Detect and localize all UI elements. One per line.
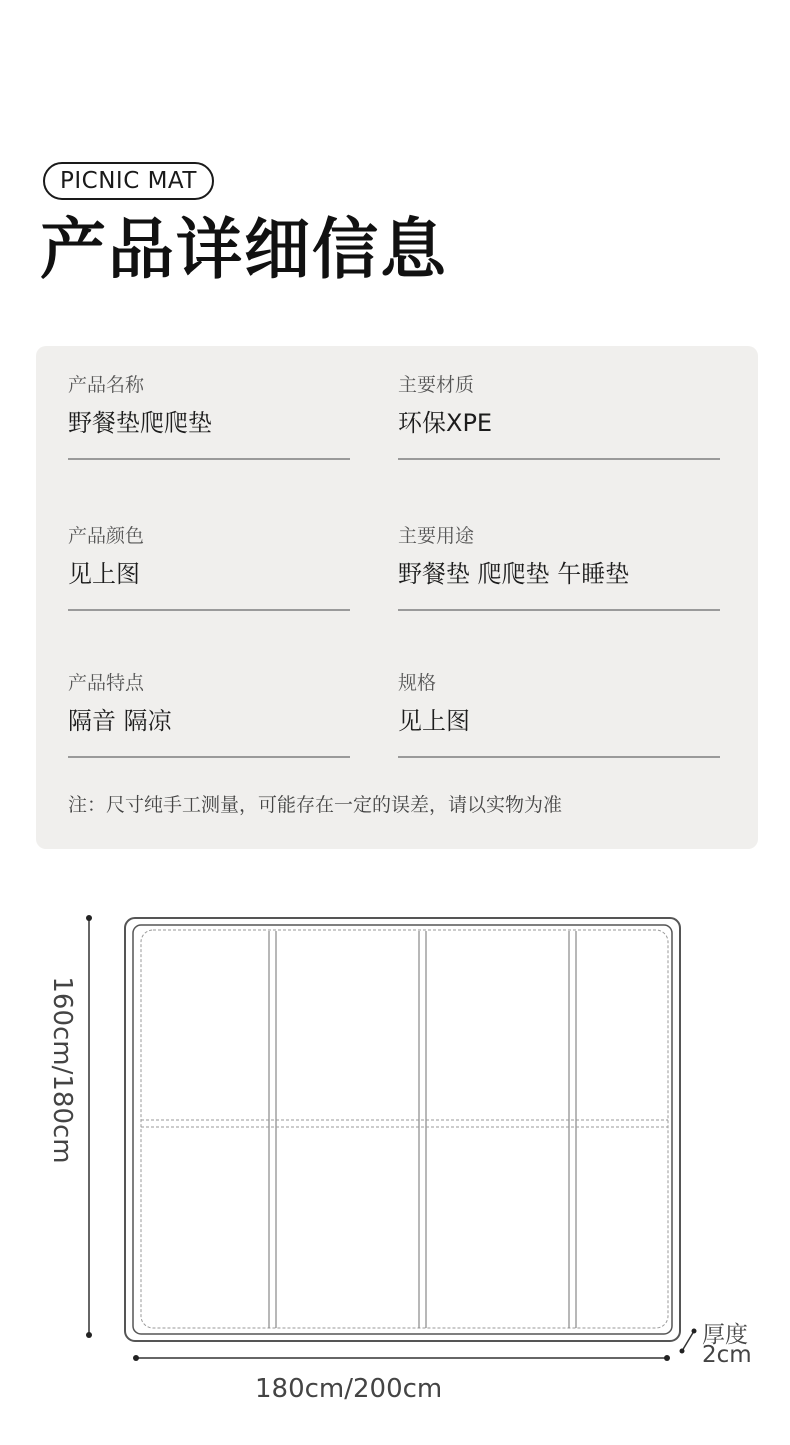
thickness-pointer: [682, 1331, 694, 1351]
dimension-dot: [664, 1355, 670, 1361]
measurement-note: 注：尺寸纯手工测量，可能存在一定的误差，请以实物为准: [68, 794, 563, 816]
dimension-dot: [86, 1332, 92, 1338]
height-label: 160cm/180cm: [47, 976, 77, 1164]
thickness-label: 厚度: [702, 1322, 748, 1348]
dimension-dot: [133, 1355, 139, 1361]
width-label: 180cm/200cm: [255, 1374, 443, 1404]
page-title: 产品详细信息: [40, 211, 448, 288]
field-value: 见上图: [398, 707, 470, 735]
field-label: 产品名称: [68, 374, 145, 396]
field-label: 产品特点: [68, 672, 145, 694]
dimension-dot: [692, 1329, 697, 1334]
thickness-value: 2cm: [702, 1342, 752, 1368]
mat-inner-edge: [133, 925, 672, 1334]
field-label: 主要用途: [398, 525, 475, 547]
field-value: 野餐垫 爬爬垫 午睡垫: [398, 560, 630, 588]
field-label: 主要材质: [398, 374, 475, 396]
field-value: 见上图: [68, 560, 140, 588]
field-value: 环保XPE: [398, 409, 493, 437]
badge-text: PICNIC MAT: [60, 168, 197, 194]
dimension-dot: [86, 915, 92, 921]
dimension-dot: [680, 1349, 685, 1354]
field-label: 规格: [398, 672, 437, 694]
field-value: 隔音 隔凉: [68, 707, 172, 735]
field-label: 产品颜色: [68, 525, 145, 547]
field-value: 野餐垫爬爬垫: [68, 409, 212, 437]
